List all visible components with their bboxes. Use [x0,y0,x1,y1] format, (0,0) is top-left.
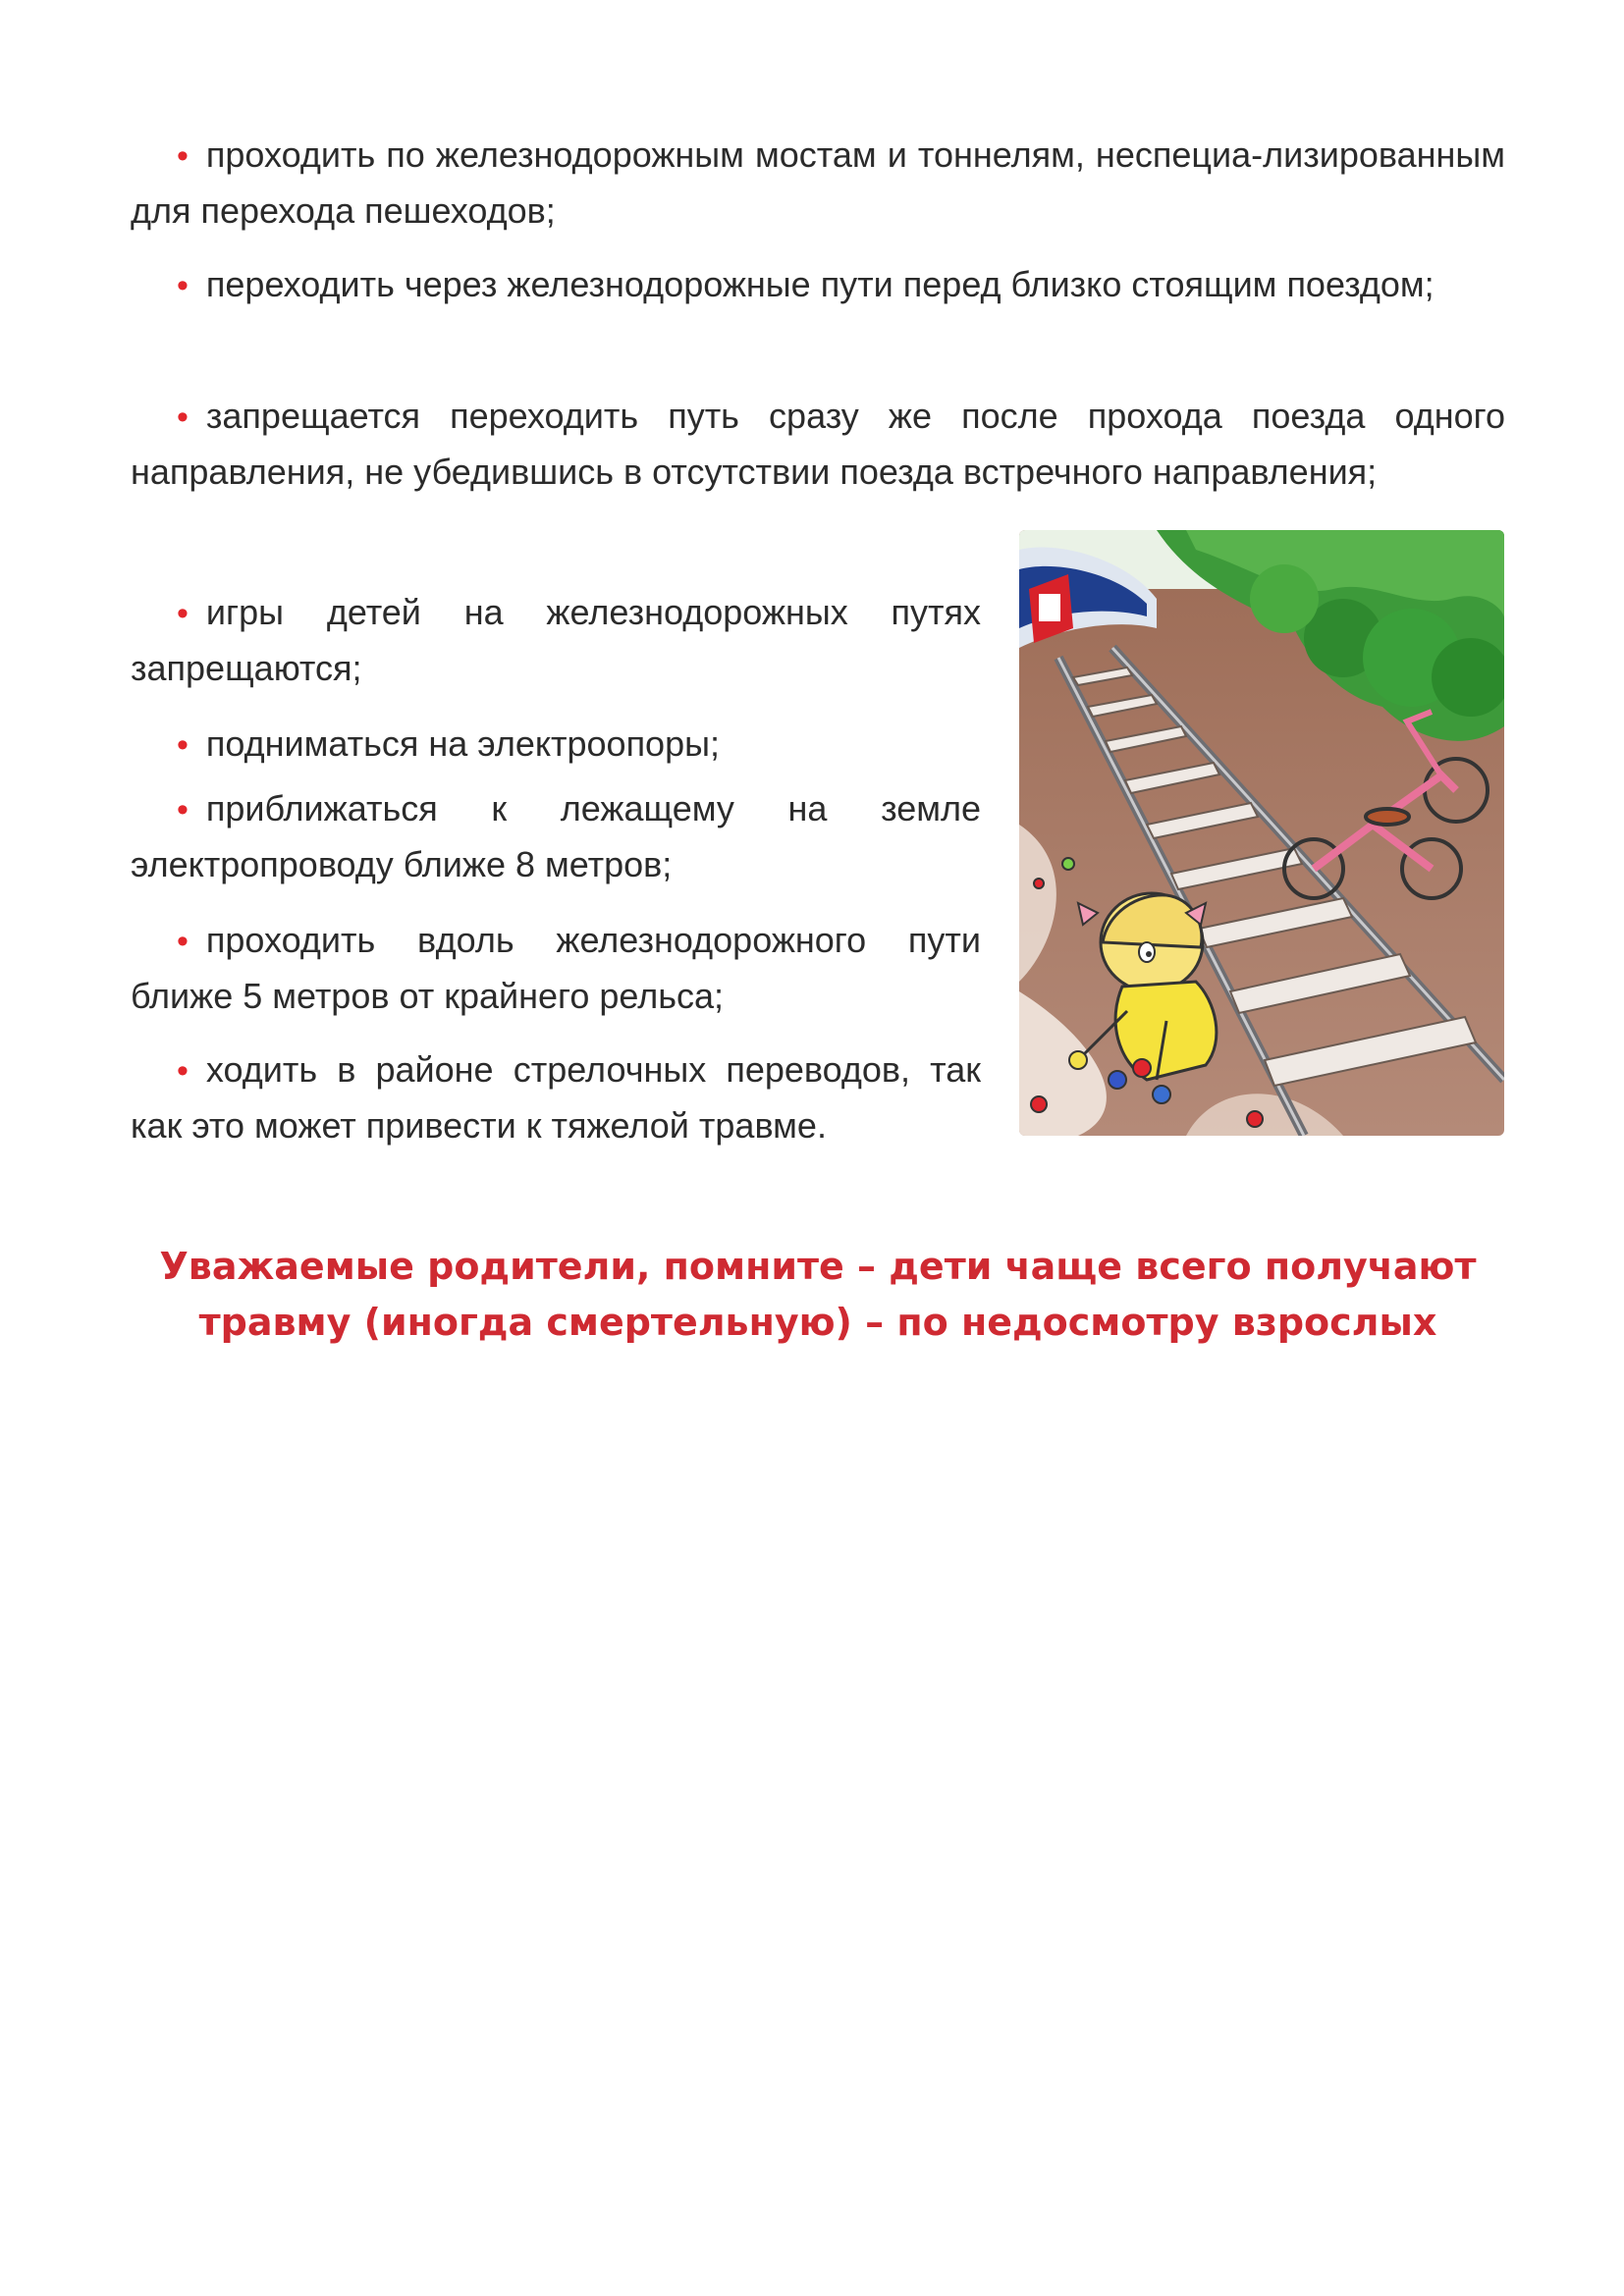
railway-illustration-svg [1019,530,1504,1136]
rule-text: ходить в районе стрелочных переводов, так как это может привести к тяжелой травме. [131,1049,981,1146]
bullet-icon: • [177,791,189,828]
bullet-icon: • [177,595,189,632]
bullet-icon: • [177,399,189,436]
rule-text: проходить по железнодорожным мостам и тоннелям, неспециа-лизированным для перехода пешеходов; [131,134,1505,231]
warning-line-2: травму (иногда смертельную) – по недосмотру взрослых [198,1301,1437,1344]
bullet-icon: • [177,1052,189,1090]
bullet-icon: • [177,923,189,960]
warning-line-1: Уважаемые родители, помните – дети чаще всего получают [159,1245,1477,1288]
bullet-icon: • [177,267,189,304]
rule-item-6 [131,781,981,892]
railway-illustration [1019,530,1504,1136]
rule-text: игры детей на железнодорожных путях запрещаются; [131,592,981,688]
rule-item-5 [131,717,981,773]
parents-warning [131,1239,1505,1351]
rule-item-1 [131,128,1505,239]
rule-text: переходить через железнодорожные пути перед близко стоящим поездом; [205,264,1435,304]
rule-text: проходить вдоль железнодорожного пути ближе 5 метров от крайнего рельса; [131,920,981,1016]
rule-item-8 [131,1042,981,1153]
rule-item-2 [131,257,1505,313]
rule-text: подниматься на электроопоры; [205,723,720,764]
rule-item-3 [131,389,1505,500]
rule-text: приближаться к лежащему на земле электропроводу ближе 8 метров; [131,788,981,884]
bullet-icon: • [177,726,189,764]
rule-text: запрещается переходить путь сразу же после прохода поезда одного направления, не убедившись в отсутствии поезда встречного направления; [131,396,1505,492]
rule-item-4 [131,585,981,696]
bullet-icon: • [177,137,189,175]
rule-item-7 [131,913,981,1024]
